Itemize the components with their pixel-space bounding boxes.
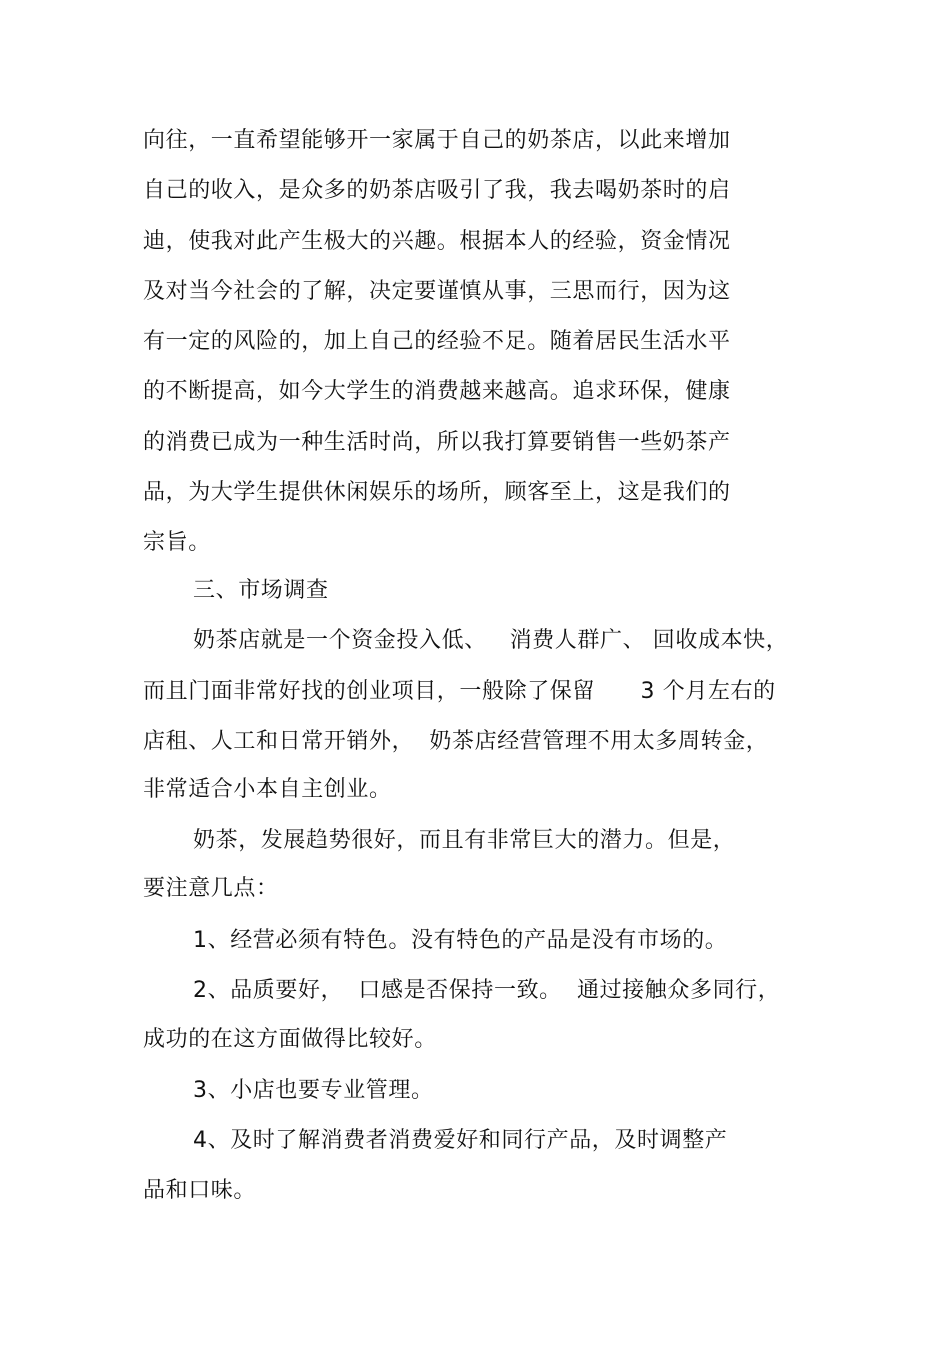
paragraph-line-2: 自己的收入，是众多的奶茶店吸引了我，我去喝奶茶时的启 bbox=[143, 178, 731, 203]
paragraph-line-15: 要注意几点： bbox=[143, 876, 279, 901]
section-heading: 三、市场调查 bbox=[193, 578, 329, 603]
paragraph-line-11: 而且门面非常好找的创业项目，一般除了保留 3 个月左右的 bbox=[143, 679, 776, 704]
list-item-2-continued: 成功的在这方面做得比较好。 bbox=[143, 1027, 437, 1052]
paragraph-line-13: 非常适合小本自主创业。 bbox=[143, 777, 392, 802]
paragraph-line-4: 及对当今社会的了解，决定要谨慎从事，三思而行，因为这 bbox=[143, 279, 731, 304]
paragraph-line-7: 的消费已成为一种生活时尚，所以我打算要销售一些奶茶产 bbox=[143, 430, 731, 455]
list-item-4-continued: 品和口味。 bbox=[143, 1178, 257, 1203]
list-item-3: 3、小店也要专业管理。 bbox=[193, 1078, 434, 1103]
paragraph-line-12: 店租、人工和日常开销外， 奶茶店经营管理不用太多周转金， bbox=[143, 729, 769, 754]
paragraph-line-14: 奶茶，发展趋势很好，而且有非常巨大的潜力。但是， bbox=[193, 828, 736, 853]
paragraph-line-1: 向往，一直希望能够开一家属于自己的奶茶店，以此来增加 bbox=[143, 128, 731, 153]
paragraph-line-10: 奶茶店就是一个资金投入低、 消费人群广、 回收成本快， bbox=[193, 628, 789, 653]
list-item-4: 4、及时了解消费者消费爱好和同行产品，及时调整产 bbox=[193, 1128, 728, 1153]
paragraph-line-6: 的不断提高，如今大学生的消费越来越高。追求环保，健康 bbox=[143, 379, 731, 404]
paragraph-line-8: 品，为大学生提供休闲娱乐的场所，顾客至上，这是我们的 bbox=[143, 480, 731, 505]
list-item-2: 2、品质要好， 口感是否保持一致。 通过接触众多同行， bbox=[193, 978, 781, 1003]
list-item-1: 1、经营必须有特色。没有特色的产品是没有市场的。 bbox=[193, 928, 728, 953]
paragraph-line-3: 迪，使我对此产生极大的兴趣。根据本人的经验，资金情况 bbox=[143, 229, 731, 254]
paragraph-line-5: 有一定的风险的，加上自己的经验不足。随着居民生活水平 bbox=[143, 329, 731, 354]
paragraph-line-9: 宗旨。 bbox=[143, 530, 211, 555]
